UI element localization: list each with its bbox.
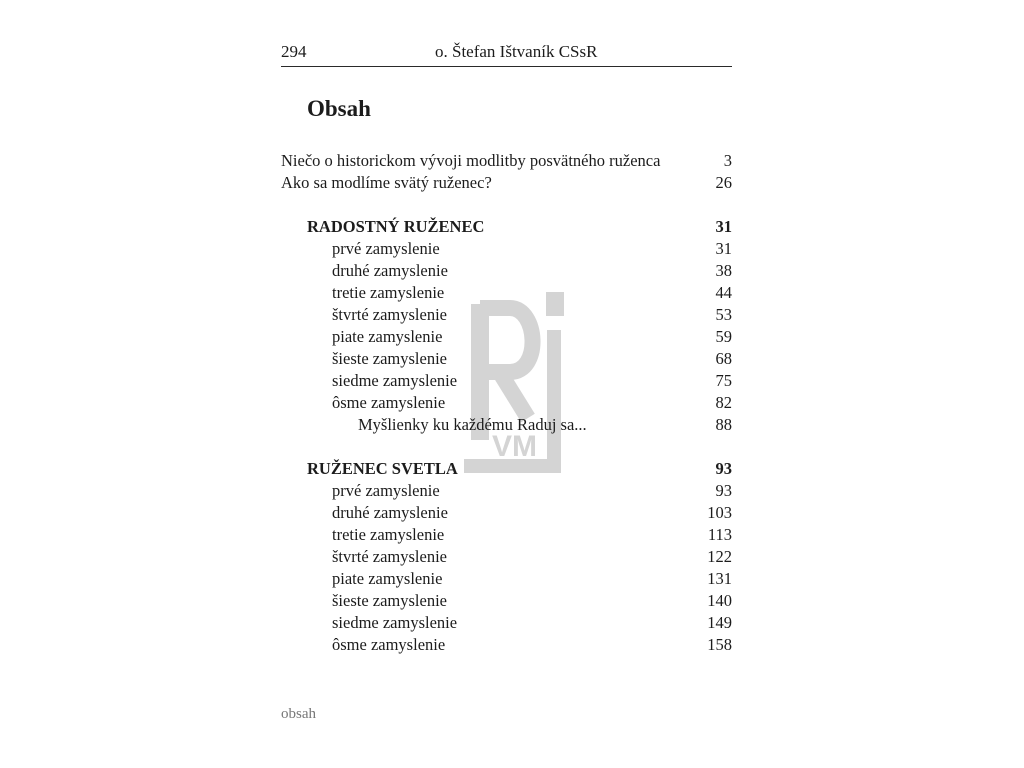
toc-entry[interactable] [281,480,732,502]
toc-entry[interactable] [281,414,732,436]
toc-entry-page: 158 [707,635,732,654]
toc-entry-title: siedme zamyslenie [332,371,458,390]
toc-entry-page: 113 [707,525,732,544]
toc-entry-title: Myšlienky ku každému Raduj sa... [358,415,587,434]
toc-entry-title: šieste zamyslenie [332,349,448,368]
toc-entry[interactable] [281,370,732,392]
toc-entry-page: 131 [707,569,732,588]
toc-section-page: 31 [715,217,732,236]
toc-entry-history[interactable] [281,150,732,172]
toc-entry[interactable] [281,502,732,524]
footer-label: obsah [281,706,316,722]
toc-section-page: 93 [715,459,732,478]
toc-entry-title: prvé zamyslenie [332,481,440,500]
toc-entry-title: ôsme zamyslenie [332,393,446,412]
toc-entry-page: 82 [715,393,732,412]
toc-entry-title: Niečo o historickom vývoji modlitby posvätného ruženca [281,151,661,170]
toc-entry[interactable] [281,568,732,590]
toc-entry-title: druhé zamyslenie [332,261,448,280]
toc-entry[interactable] [281,282,732,304]
toc-entry[interactable] [281,304,732,326]
toc-entry-page: 53 [715,305,732,324]
toc-entry-page: 75 [715,371,732,390]
toc-entry-page: 31 [715,239,732,258]
toc-entry-page: 59 [715,327,732,346]
toc-section-luminous[interactable] [281,458,732,480]
toc-section-title: RUŽENEC SVETLA [307,459,458,478]
toc-entry-page: 38 [715,261,732,280]
toc-entry[interactable] [281,546,732,568]
toc-entry-page: 68 [715,349,732,368]
toc-entry-page: 149 [707,613,732,632]
page-header [281,40,732,67]
watermark-vm-text: VM [492,430,537,463]
toc-entry[interactable] [281,348,732,370]
running-head: o. Štefan Ištvaník CSsR [435,42,598,61]
toc-entry[interactable] [281,392,732,414]
toc-entry-page: 93 [715,481,732,500]
toc-entry[interactable] [281,260,732,282]
toc-section-joyful[interactable] [281,216,732,238]
toc-entry-title: šieste zamyslenie [332,591,448,610]
toc-entry-title: druhé zamyslenie [332,503,448,522]
toc-entry-page: 3 [723,151,732,170]
toc-entry-title: prvé zamyslenie [332,239,440,258]
toc-entry-page: 103 [707,503,732,522]
toc-entry[interactable] [281,612,732,634]
toc-entry-page: 88 [715,415,732,434]
toc-entry-page: 140 [707,591,732,610]
toc-entry-page: 122 [707,547,732,566]
toc-entry-title: ôsme zamyslenie [332,635,446,654]
toc-entry[interactable] [281,238,732,260]
page-title: Obsah [307,96,371,121]
toc-entry-title: siedme zamyslenie [332,613,458,632]
toc-entry-page: 44 [715,283,732,302]
toc-entry[interactable] [281,590,732,612]
toc-entry-title: štvrté zamyslenie [332,305,448,324]
page-number: 294 [281,42,307,61]
toc-entry[interactable] [281,524,732,546]
toc-section-title: RADOSTNÝ RUŽENEC [307,217,485,236]
toc-entry-title: piate zamyslenie [332,569,443,588]
toc-entry-title: piate zamyslenie [332,327,443,346]
table-of-contents [281,150,732,656]
toc-entry[interactable] [281,634,732,656]
toc-entry-how-to-pray[interactable] [281,172,732,194]
toc-entry-page: 26 [715,173,732,192]
toc-entry-title: tretie zamyslenie [332,525,445,544]
toc-entry-title: tretie zamyslenie [332,283,445,302]
toc-entry-title: štvrté zamyslenie [332,547,448,566]
toc-entry[interactable] [281,326,732,348]
toc-entry-title: Ako sa modlíme svätý ruženec? [281,173,492,192]
